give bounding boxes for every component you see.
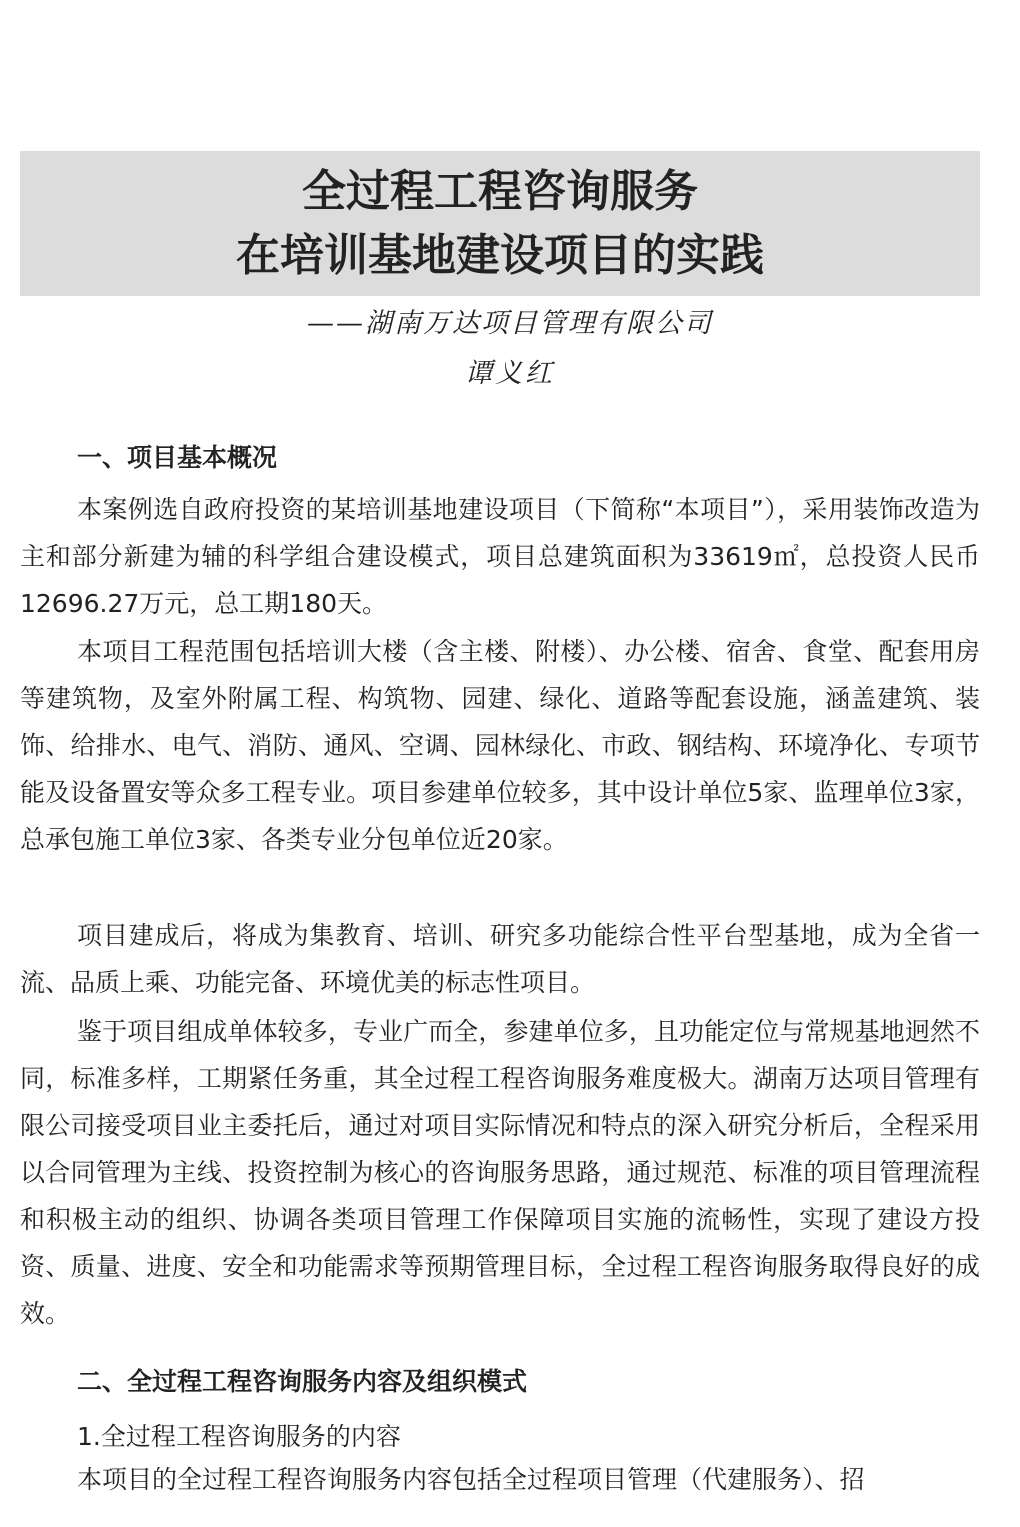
body-paragraph: 本案例选自政府投资的某培训基地建设项目（下简称“本项目”），采用装饰改造为主和部分新建为辅的科学组合建设模式，项目总建筑面积为33619㎡，总投资人民币12696.27万元，总工期180天。 xyxy=(20,495,980,618)
body-paragraph: 鉴于项目组成单体较多，专业广而全，参建单位多，且功能定位与常规基地迥然不同，标准多样，工期紧任务重，其全过程工程咨询服务难度极大。湖南万达项目管理有限公司接受项目业主委托后，通过对项目实际情况和特点的深入研究分析后，全程采用以合同管理为主线、投资控制为核心的咨询服务思路，通过规范、标准的项目管理流程和积极主动的组织、协调各类项目管理工作保障项目实施的流畅性，实现了建设方投资、质量、进度、安全和功能需求等预期管理目标，全过程工程咨询服务取得良好的成效。 xyxy=(20,1017,980,1328)
subsection-heading: 1.全过程工程咨询服务的内容 xyxy=(77,1422,401,1451)
article-title-line-1: 全过程工程咨询服务 xyxy=(302,166,698,217)
article-title-line-2: 在培训基地建设项目的实践 xyxy=(236,230,764,281)
section-heading-1: 一、项目基本概况 xyxy=(77,443,278,472)
body-paragraph: 本项目的全过程工程咨询服务内容包括全过程项目管理（代建服务）、招 xyxy=(77,1465,865,1494)
body-paragraph: 项目建成后，将成为集教育、培训、研究多功能综合性平台型基地，成为全省一流、品质上乘、功能完备、环境优美的标志性项目。 xyxy=(20,921,980,997)
author-name: 谭义红 xyxy=(465,358,555,389)
body-paragraph: 本项目工程范围包括培训大楼（含主楼、附楼）、办公楼、宿舍、食堂、配套用房等建筑物，及室外附属工程、构筑物、园建、绿化、道路等配套设施，涵盖建筑、装饰、给排水、电气、消防、通风、空调、园林绿化、市政、钢结构、环境净化、专项节能及设备置安等众多工程专业。项目参建单位较多，其中设计单位5家、监理单位3家，总承包施工单位3家、各类专业分包单位近20家。 xyxy=(20,637,980,854)
title-banner xyxy=(20,151,980,296)
section-heading-2: 二、全过程工程咨询服务内容及组织模式 xyxy=(77,1367,528,1396)
article-subtitle: ——湖南万达项目管理有限公司 xyxy=(307,308,713,339)
